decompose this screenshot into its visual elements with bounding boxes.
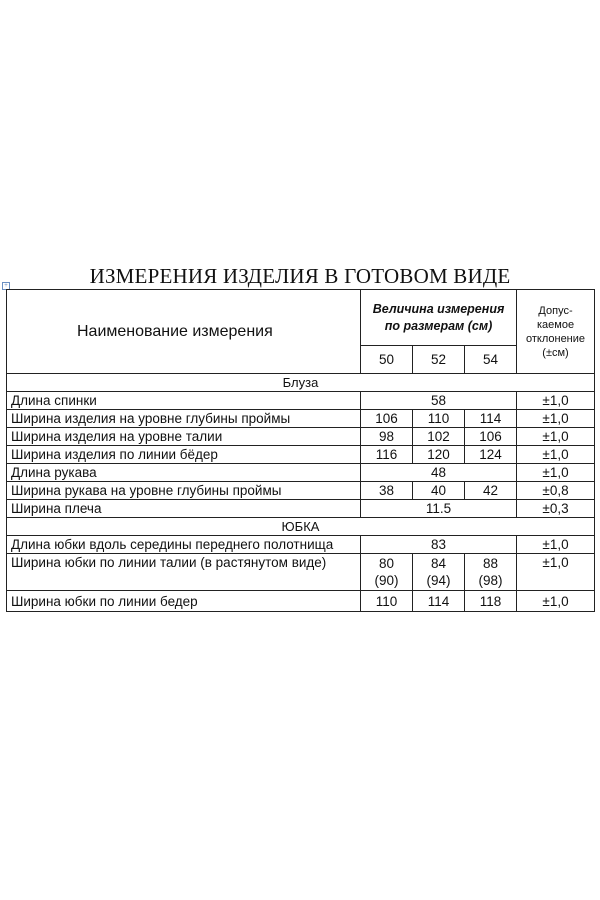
- value-stretched: (94): [426, 573, 451, 588]
- row-value-50: [361, 554, 413, 591]
- row-tolerance: ±1,0: [517, 410, 595, 428]
- row-value-50: 38: [361, 482, 413, 500]
- measurements-table: [6, 289, 595, 612]
- section-blouse: Блуза: [7, 374, 595, 392]
- table-header-row: [7, 290, 595, 346]
- table-row: [7, 591, 595, 612]
- table-row: [7, 392, 595, 410]
- tolerance-header-line: Допус-: [538, 304, 573, 317]
- table-row: [7, 428, 595, 446]
- row-tolerance: ±0,8: [517, 482, 595, 500]
- row-label: Ширина изделия на уровне глубины проймы: [7, 410, 361, 428]
- value-stretched: (90): [374, 573, 399, 588]
- row-value-52: 110: [413, 410, 465, 428]
- row-value-52: 40: [413, 482, 465, 500]
- row-tolerance: ±1,0: [517, 536, 595, 554]
- row-value-merged: 58: [361, 392, 517, 410]
- row-value-merged: 11.5: [361, 500, 517, 518]
- section-row: [7, 374, 595, 392]
- section-row: [7, 518, 595, 536]
- section-skirt: ЮБКА: [7, 518, 595, 536]
- table-row: [7, 446, 595, 464]
- row-value-54: 118: [465, 591, 517, 612]
- row-value-54: 124: [465, 446, 517, 464]
- row-label: Ширина рукава на уровне глубины проймы: [7, 482, 361, 500]
- row-value-50: 110: [361, 591, 413, 612]
- tolerance-header: [517, 290, 595, 374]
- row-tolerance: ±1,0: [517, 392, 595, 410]
- tolerance-header-line: каемое: [536, 318, 575, 331]
- row-label: Длина спинки: [7, 392, 361, 410]
- row-value-50: 98: [361, 428, 413, 446]
- row-value-54: [465, 554, 517, 591]
- row-label: Ширина изделия по линии бёдер: [7, 446, 361, 464]
- size-54: 54: [465, 346, 517, 374]
- row-label: Ширина юбки по линии бедер: [7, 591, 361, 612]
- row-value-50: 106: [361, 410, 413, 428]
- row-tolerance: ±1,0: [517, 464, 595, 482]
- table-anchor-icon: +: [2, 282, 10, 290]
- row-value-54: 42: [465, 482, 517, 500]
- measurement-name-header: Наименование измерения: [7, 290, 361, 374]
- row-value-52: [413, 554, 465, 591]
- tolerance-header-line: отклонение: [525, 332, 586, 345]
- row-tolerance: ±1,0: [517, 554, 595, 591]
- table-row: [7, 554, 595, 591]
- row-label: Ширина плеча: [7, 500, 361, 518]
- row-value-merged: 83: [361, 536, 517, 554]
- row-label: Ширина юбки по линии талии (в растянутом виде): [7, 554, 361, 591]
- row-value-50: 116: [361, 446, 413, 464]
- row-tolerance: ±1,0: [517, 428, 595, 446]
- table-row: [7, 536, 595, 554]
- tolerance-header-line: (±см): [542, 346, 569, 359]
- table-row: [7, 500, 595, 518]
- value-main: 84: [430, 556, 447, 571]
- row-label: Длина юбки вдоль середины переднего полотнища: [7, 536, 361, 554]
- row-value-52: 120: [413, 446, 465, 464]
- row-value-merged: 48: [361, 464, 517, 482]
- value-main: 80: [378, 556, 395, 571]
- table-row: [7, 482, 595, 500]
- row-tolerance: ±0,3: [517, 500, 595, 518]
- row-value-52: 114: [413, 591, 465, 612]
- row-tolerance: ±1,0: [517, 446, 595, 464]
- table-row: [7, 410, 595, 428]
- row-label: Длина рукава: [7, 464, 361, 482]
- value-main: 88: [482, 556, 499, 571]
- row-tolerance: ±1,0: [517, 591, 595, 612]
- page-title: ИЗМЕРЕНИЯ ИЗДЕЛИЯ В ГОТОВОМ ВИДЕ: [89, 264, 511, 288]
- row-value-54: 114: [465, 410, 517, 428]
- row-value-54: 106: [465, 428, 517, 446]
- size-values-header: Величина измерения по размерам (см): [361, 290, 517, 346]
- size-50: 50: [361, 346, 413, 374]
- size-52: 52: [413, 346, 465, 374]
- row-value-52: 102: [413, 428, 465, 446]
- table-row: [7, 464, 595, 482]
- row-label: Ширина изделия на уровне талии: [7, 428, 361, 446]
- value-stretched: (98): [478, 573, 503, 588]
